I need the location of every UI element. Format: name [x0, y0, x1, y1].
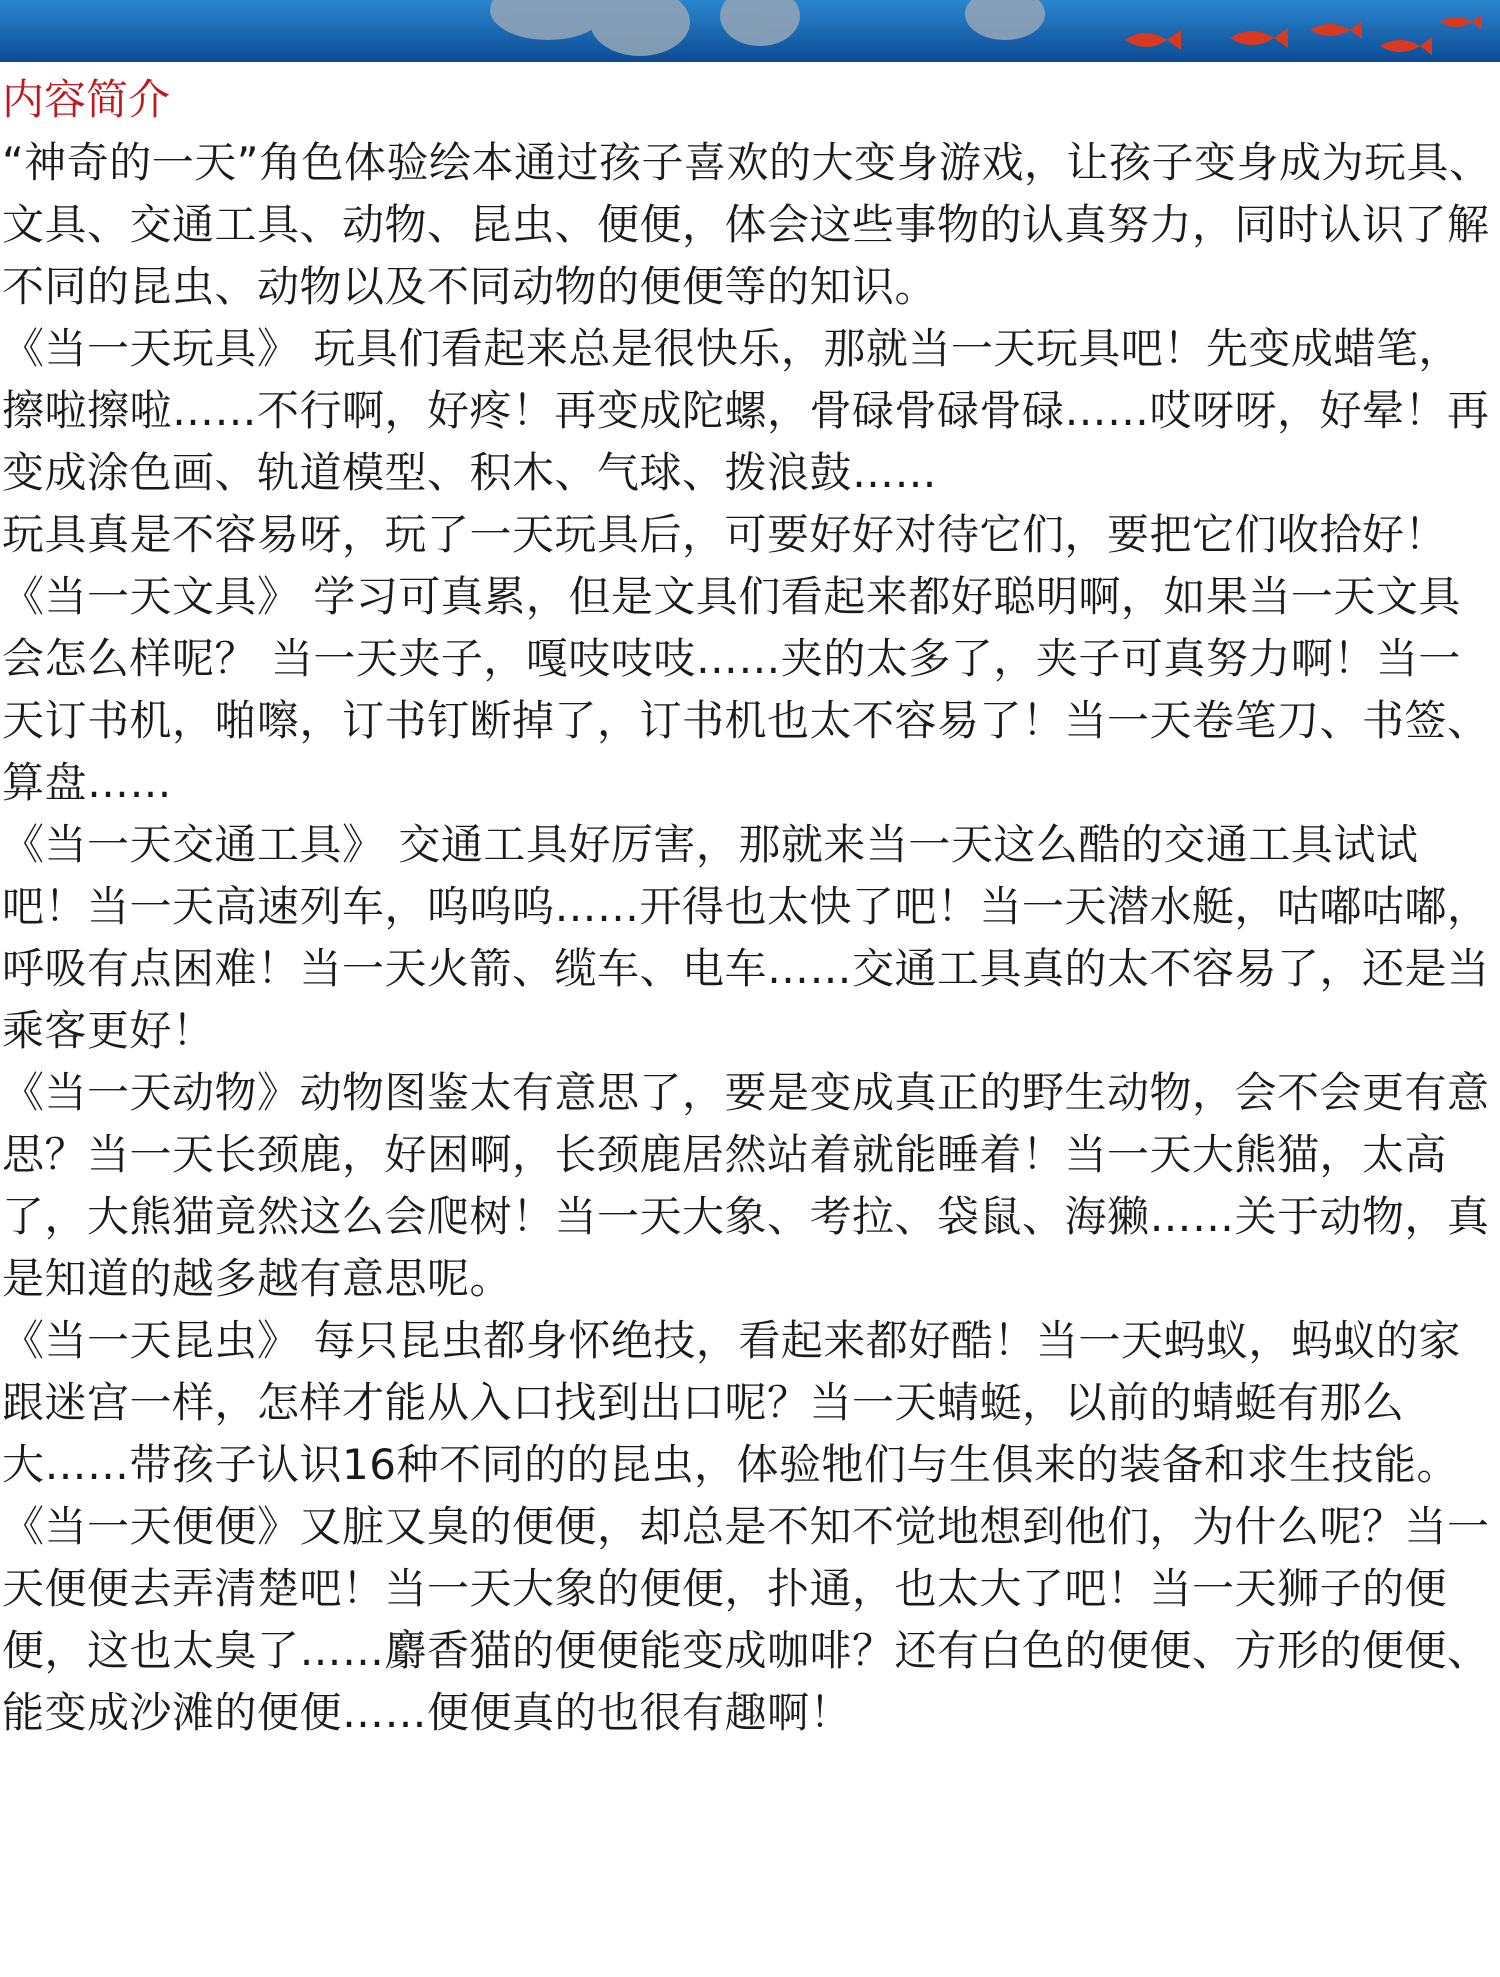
section-title: 内容简介 [2, 75, 171, 124]
poop-paragraph: 《当一天便便》又脏又臭的便便，却总是不知不觉地想到他们，为什么呢？当一天便便去弄清楚吧！当一天大象的便便，扑通，也太大了吧！当一天狮子的便便，这也太臭了……麝香猫的便便能变成咖啡？还有白色的便便、方形的便便、能变成沙滩的便便……便便真的也很有趣啊！ [2, 1502, 1490, 1737]
ocean-illustration [0, 0, 1500, 62]
stationery-paragraph: 《当一天文具》 学习可真累，但是文具们看起来都好聪明啊，如果当一天文具会怎么样呢？ 当一天夹子，嘎吱吱吱……夹的太多了，夹子可真努力啊！当一天订书机，啪嚓，订书钉断掉了，订书机也太不容易了！当一天卷笔刀、书签、算盘…… [2, 572, 1490, 807]
transport-paragraph: 《当一天交通工具》 交通工具好厉害，那就来当一天这么酷的交通工具试试吧！当一天高速列车，呜呜呜……开得也太快了吧！当一天潜水艇，咕嘟咕嘟，呼吸有点困难！当一天火箭、缆车、电车……交通工具真的太不容易了，还是当乘客更好！ [2, 820, 1490, 1055]
intro-paragraph: “神奇的一天”角色体验绘本通过孩子喜欢的大变身游戏，让孩子变身成为玩具、文具、交通工具、动物、昆虫、便便，体会这些事物的认真努力，同时认识了解不同的昆虫、动物以及不同动物的便便等的知识。 [2, 138, 1492, 311]
toy-paragraph: 《当一天玩具》 玩具们看起来总是很快乐，那就当一天玩具吧！先变成蜡笔，擦啦擦啦……不行啊，好疼！再变成陀螺，骨碌骨碌骨碌……哎呀呀，好晕！再变成涂色画、轨道模型、积木、气球、拨浪鼓…… [2, 324, 1490, 497]
animal-paragraph: 《当一天动物》动物图鉴太有意思了，要是变成真正的野生动物，会不会更有意思？当一天长颈鹿，好困啊，长颈鹿居然站着就能睡着！当一天大熊猫，太高了，大熊猫竟然这么会爬树！当一天大象、考拉、袋鼠、海獭……关于动物，真是知道的越多越有意思呢。 [2, 1068, 1490, 1303]
book-introduction [0, 68, 1500, 1744]
header-banner-illustration [0, 0, 1500, 62]
toy-summary-paragraph: 玩具真是不容易呀，玩了一天玩具后，可要好好对待它们，要把它们收拾好！ [2, 510, 1448, 559]
insect-paragraph: 《当一天昆虫》 每只昆虫都身怀绝技，看起来都好酷！当一天蚂蚁，蚂蚁的家跟迷宫一样，怎样才能从入口找到出口呢？当一天蜻蜓，以前的蜻蜓有那么大……带孩子认识16种不同的的昆虫，体验牠们与生俱来的装备和求生技能。 [2, 1316, 1461, 1489]
